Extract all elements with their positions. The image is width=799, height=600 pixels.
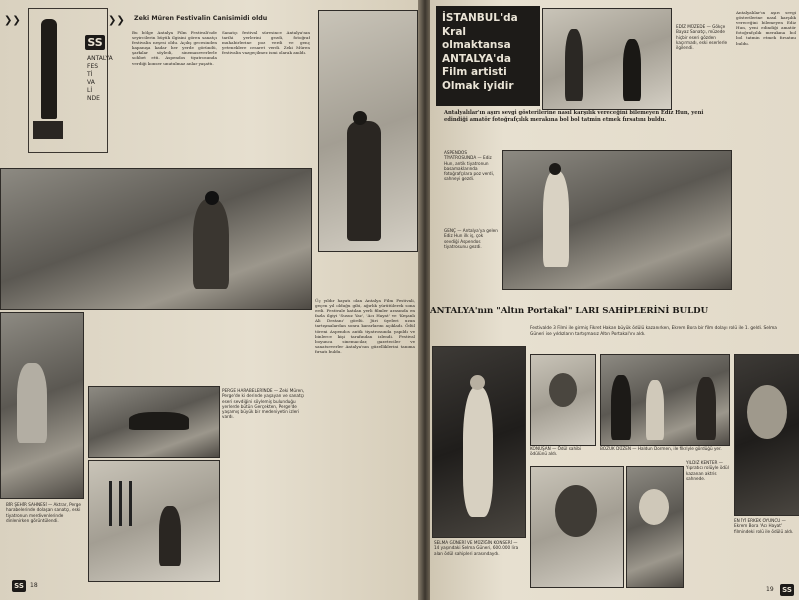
rocks-photo xyxy=(0,168,312,310)
columns-photo xyxy=(88,460,220,582)
best-actor-caption: EN İYİ ERKEK OYUNCU — Ekrem Bora 'Acı Hayat' filmindeki rolü ile ödülü aldı. xyxy=(734,518,794,534)
group-photo xyxy=(600,354,730,446)
section-title: ANTALYA'nın "Altın Portakal" LARI SAHİPLERİNİ BULDU xyxy=(430,306,709,316)
winner-caption: KONUŞAN — Ödül sahibi ödülünü aldı. xyxy=(530,446,582,457)
photographer-photo xyxy=(318,10,418,252)
award-text: ANTALYA FES Tİ VA Lİ NDE xyxy=(87,55,113,102)
man-at-ruins-photo xyxy=(0,312,84,499)
bozuk-caption: BOZUK DÜZEN — Haldun Dormen, ile fikriyle gördüğü yer. xyxy=(600,446,722,451)
top-headline: Zeki Müren Festivalin Canisimidi oldu xyxy=(134,15,268,22)
lede-text: Antalyalılar'ın aşırı sevgi gösterilerine nasıl karşılık vereceğini bilemeyen Ediz Hun, yeni edindiği amatör fotoğrafçılık merakına bol bol tatmin etmek fırsatını buldu. xyxy=(444,110,704,123)
dancer-caption: SELMA GÜNERİ VE MÜZİĞİN KONSERİ — 14 yaşındaki Selma Güneri, 600.000 lira alan ödül sahipleri arasındaydı. xyxy=(434,540,519,556)
dancer-photo xyxy=(432,346,526,538)
headscarf-photo xyxy=(626,466,684,588)
best-actor-photo xyxy=(734,354,799,516)
award-block xyxy=(28,8,113,153)
page-number-left: 18 xyxy=(30,582,38,589)
trophy-base xyxy=(33,121,63,139)
double-arrow-icon: ❯❯ xyxy=(4,15,21,26)
bottom-left-caption: BİR ŞEHİR SAHNESİ — Aktrar, Perge harabelerinde dolaşan sanatçı, eski tiyatronun merdivenlerinde dinlenirken görüntülendi. xyxy=(6,502,81,523)
portrait-man-photo xyxy=(530,466,624,588)
theatre-photo xyxy=(502,150,732,290)
double-arrow-icon: ❯❯ xyxy=(108,15,125,26)
section-lede: Festivalde 3 Filmi ile girmiş Fikret Hakan büyük ödülü kazanırken, Ekrem Bora bir film dolayı rolü ile 1. geldi. Selma Güneri ise yıldızların tartışmasız Altın Portakal'ını aldı. xyxy=(530,326,777,337)
winner-photo xyxy=(530,354,596,446)
aspendos-caption: ASPENDOS TİYATROSUNDA — Ediz Hun, antik tiyatronun basamaklarında fotoğrafçılara poz verdi, sahneyi gezdi. xyxy=(444,150,495,182)
intro-text-col2: Sanatçı festival süresince Antalya'nın tarihi yerlerini gezdi, fotoğraf muhabirlerine poz verdi ve genç yeteneklere cesaret verdi. Zeki Müren festivalin vazgeçilmez ismi olarak anıldı. xyxy=(222,30,310,56)
museum-caption: EDİZ MÜZEDE — Gökçe Bayaz Sanatçı, müzede hiçbir eseri gözden kaçırmadı, eski eserlerle ilgilendi. xyxy=(676,24,728,51)
footer-logo-icon: SS xyxy=(780,584,794,596)
intro-text-col1: Bu bölge Antalya Film Festivali'nde seyircilerin büyük ilgisini gören sanatçı festivalin neşesi oldu. Açılış gecesinden kapanışa kadar her yerde göründü, şarkılar söyledi, sinemaseverlerle sohbet etti. Aspendos tiyatrosunda verdiği konser unutulmaz anlar yaşattı. xyxy=(132,30,217,66)
page-number-right: 19 xyxy=(766,586,774,593)
yildiz-caption: YILDIZ KENTER — Yıpratıcı rolüyle ödül kazanan aktris sahnede. xyxy=(686,460,729,481)
stage-caption: GENÇ — Antalya'ya gelen Ediz Hun ilk iş, çok sevdiği Aspendos tiyatrosunu gezdi. xyxy=(444,228,498,249)
reclining-man-photo xyxy=(88,386,220,458)
main-article: Üç yıldır hayatı olan Antalya Film Festivali, geçen yıl olduğu gibi, ağırlık yürütülerek sona erdi. Festivale katılan yerli filmler arasında en fazla ilgiyi 'Susuz Yaz', 'Acı Hayat' ve 'Keşanlı Ali Destanı' gördü. Jüri üyeleri uzun tartışmalardan sonra kararlarını açıkladı. Ödül töreni Aspendos antik tiyatrosunda yapıldı ve binlerce kişi tarafından izlendi. Festival boyunca sinemacılar, gazeteciler ve sanatseverler Antalya'nın güzelliklerini tanıma fırsatı buldu. xyxy=(315,298,415,354)
perge-caption: PERGE HARABELERİNDE — Zeki Müren, Perge'de ki derinde yaşayan ve sanatçı eseri sevdiğini söylemiş bulunduğu yerlerde bütün Gerçekten, Perge'de yaşamış büyük bir medeniyetin izleri vardı. xyxy=(222,388,305,420)
footer-logo-icon: SS xyxy=(12,580,26,592)
right-page xyxy=(430,0,799,600)
magazine-logo-icon: SS xyxy=(85,35,105,50)
museum-photo xyxy=(542,8,672,110)
headline-box: İSTANBUL'da Kral olmaktansa ANTALYA'da Film artisti Olmak iyidir xyxy=(436,6,540,106)
right-column-text: Antalyalılar'ın aşırı sevgi gösterilerine nasıl karşılık vereceğini bilemeyen Ediz Hun, yeni edindiği amatör fotoğrafçılık merakına bol bol tatmin etmek fırsatını buldu. xyxy=(736,10,796,46)
trophy-figure xyxy=(41,19,57,119)
